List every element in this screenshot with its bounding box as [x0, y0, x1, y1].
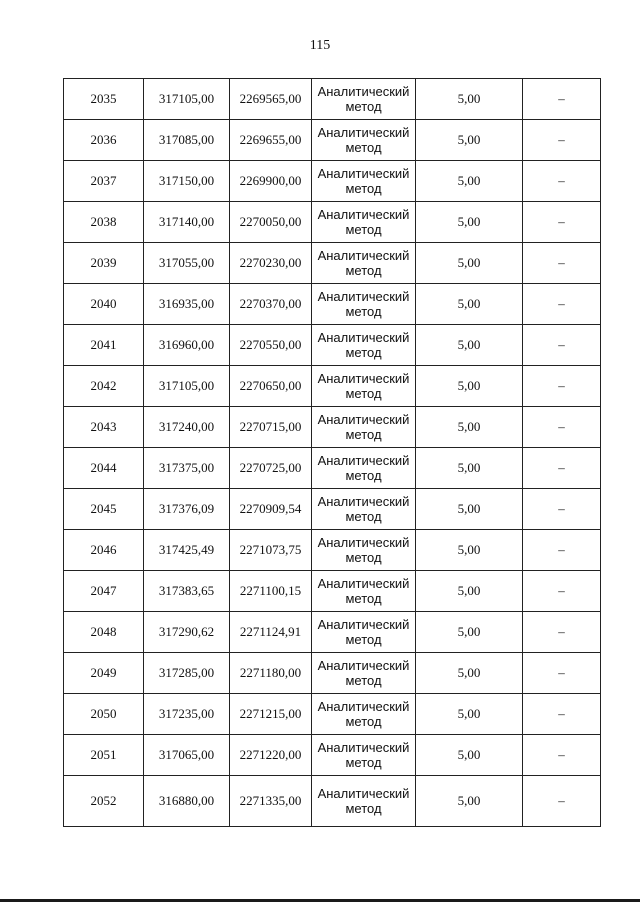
note-cell: – [523, 776, 601, 827]
note-cell: – [523, 489, 601, 530]
accuracy-cell: 5,00 [416, 735, 523, 776]
x-coordinate-cell: 317376,09 [144, 489, 230, 530]
table-row [64, 448, 601, 489]
method-label-line1: Аналитический [317, 576, 410, 591]
note-cell: – [523, 735, 601, 776]
y-coordinate-cell: 2270550,00 [230, 325, 312, 366]
method-label-line1: Аналитический [317, 412, 410, 427]
x-coordinate-cell: 317285,00 [144, 653, 230, 694]
bottom-border-line [0, 899, 640, 902]
table-row [64, 243, 601, 284]
table-row [64, 612, 601, 653]
method-label-line2: метод [345, 304, 382, 319]
method-cell [312, 325, 416, 366]
method-cell [312, 161, 416, 202]
point-number-cell: 2036 [64, 120, 144, 161]
x-coordinate-cell: 317240,00 [144, 407, 230, 448]
x-coordinate-cell: 317105,00 [144, 366, 230, 407]
table-row [64, 325, 601, 366]
y-coordinate-cell: 2270650,00 [230, 366, 312, 407]
method-label-line2: метод [345, 386, 382, 401]
point-number-cell: 2035 [64, 79, 144, 120]
table-row [64, 530, 601, 571]
note-cell: – [523, 202, 601, 243]
accuracy-cell: 5,00 [416, 571, 523, 612]
method-label-line2: метод [345, 755, 382, 770]
note-cell: – [523, 448, 601, 489]
table-body [64, 79, 601, 827]
method-label-line2: метод [345, 181, 382, 196]
x-coordinate-cell: 317383,65 [144, 571, 230, 612]
y-coordinate-cell: 2271220,00 [230, 735, 312, 776]
method-label-line2: метод [345, 591, 382, 606]
method-label-line2: метод [345, 140, 382, 155]
note-cell: – [523, 325, 601, 366]
y-coordinate-cell: 2269565,00 [230, 79, 312, 120]
x-coordinate-cell: 316935,00 [144, 284, 230, 325]
method-label-line2: метод [345, 550, 382, 565]
point-number-cell: 2052 [64, 776, 144, 827]
method-cell [312, 571, 416, 612]
x-coordinate-cell: 317085,00 [144, 120, 230, 161]
x-coordinate-cell: 316880,00 [144, 776, 230, 827]
method-label-line1: Аналитический [317, 330, 410, 345]
y-coordinate-cell: 2271215,00 [230, 694, 312, 735]
table-row [64, 694, 601, 735]
point-number-cell: 2047 [64, 571, 144, 612]
method-cell [312, 448, 416, 489]
y-coordinate-cell: 2270715,00 [230, 407, 312, 448]
y-coordinate-cell: 2271073,75 [230, 530, 312, 571]
accuracy-cell: 5,00 [416, 448, 523, 489]
x-coordinate-cell: 317105,00 [144, 79, 230, 120]
note-cell: – [523, 366, 601, 407]
y-coordinate-cell: 2270370,00 [230, 284, 312, 325]
note-cell: – [523, 243, 601, 284]
method-label-line1: Аналитический [317, 699, 410, 714]
note-cell: – [523, 612, 601, 653]
method-label-line2: метод [345, 99, 382, 114]
y-coordinate-cell: 2269655,00 [230, 120, 312, 161]
method-label-line1: Аналитический [317, 658, 410, 673]
point-number-cell: 2042 [64, 366, 144, 407]
method-cell [312, 79, 416, 120]
x-coordinate-cell: 317055,00 [144, 243, 230, 284]
accuracy-cell: 5,00 [416, 776, 523, 827]
table-row [64, 489, 601, 530]
accuracy-cell: 5,00 [416, 694, 523, 735]
method-label-line1: Аналитический [317, 166, 410, 181]
x-coordinate-cell: 317375,00 [144, 448, 230, 489]
accuracy-cell: 5,00 [416, 202, 523, 243]
method-label-line2: метод [345, 509, 382, 524]
note-cell: – [523, 161, 601, 202]
method-label-line1: Аналитический [317, 494, 410, 509]
table-row [64, 366, 601, 407]
accuracy-cell: 5,00 [416, 79, 523, 120]
accuracy-cell: 5,00 [416, 653, 523, 694]
accuracy-cell: 5,00 [416, 284, 523, 325]
method-label-line1: Аналитический [317, 740, 410, 755]
method-label-line2: метод [345, 263, 382, 278]
method-label-line2: метод [345, 673, 382, 688]
method-cell [312, 653, 416, 694]
table-row [64, 284, 601, 325]
method-label-line2: метод [345, 222, 382, 237]
x-coordinate-cell: 317065,00 [144, 735, 230, 776]
method-label-line1: Аналитический [317, 786, 410, 801]
table-row [64, 161, 601, 202]
page-number: 115 [309, 38, 331, 53]
method-label-line1: Аналитический [317, 207, 410, 222]
method-cell [312, 120, 416, 161]
method-cell [312, 243, 416, 284]
y-coordinate-cell: 2271335,00 [230, 776, 312, 827]
x-coordinate-cell: 316960,00 [144, 325, 230, 366]
point-number-cell: 2041 [64, 325, 144, 366]
point-number-cell: 2043 [64, 407, 144, 448]
method-label-line1: Аналитический [317, 125, 410, 140]
y-coordinate-cell: 2269900,00 [230, 161, 312, 202]
x-coordinate-cell: 317425,49 [144, 530, 230, 571]
table-row [64, 120, 601, 161]
point-number-cell: 2038 [64, 202, 144, 243]
method-label-line1: Аналитический [317, 371, 410, 386]
point-number-cell: 2050 [64, 694, 144, 735]
method-label-line2: метод [345, 468, 382, 483]
note-cell: – [523, 407, 601, 448]
method-label-line1: Аналитический [317, 617, 410, 632]
method-label-line2: метод [345, 714, 382, 729]
method-cell [312, 284, 416, 325]
point-number-cell: 2045 [64, 489, 144, 530]
method-label-line2: метод [345, 345, 382, 360]
y-coordinate-cell: 2271180,00 [230, 653, 312, 694]
table-row [64, 407, 601, 448]
note-cell: – [523, 530, 601, 571]
y-coordinate-cell: 2270050,00 [230, 202, 312, 243]
table-row [64, 653, 601, 694]
accuracy-cell: 5,00 [416, 612, 523, 653]
method-cell [312, 202, 416, 243]
note-cell: – [523, 79, 601, 120]
accuracy-cell: 5,00 [416, 120, 523, 161]
x-coordinate-cell: 317290,62 [144, 612, 230, 653]
method-cell [312, 407, 416, 448]
method-cell [312, 489, 416, 530]
table-row [64, 202, 601, 243]
method-label-line2: метод [345, 801, 382, 816]
accuracy-cell: 5,00 [416, 489, 523, 530]
point-number-cell: 2037 [64, 161, 144, 202]
point-number-cell: 2046 [64, 530, 144, 571]
table-row [64, 79, 601, 120]
method-cell [312, 366, 416, 407]
table-row [64, 571, 601, 612]
method-cell [312, 612, 416, 653]
method-cell [312, 530, 416, 571]
x-coordinate-cell: 317140,00 [144, 202, 230, 243]
method-label-line1: Аналитический [317, 289, 410, 304]
y-coordinate-cell: 2270909,54 [230, 489, 312, 530]
note-cell: – [523, 653, 601, 694]
accuracy-cell: 5,00 [416, 243, 523, 284]
method-cell [312, 776, 416, 827]
y-coordinate-cell: 2271124,91 [230, 612, 312, 653]
method-label-line1: Аналитический [317, 248, 410, 263]
table-row [64, 735, 601, 776]
note-cell: – [523, 120, 601, 161]
x-coordinate-cell: 317235,00 [144, 694, 230, 735]
point-number-cell: 2039 [64, 243, 144, 284]
method-label-line2: метод [345, 632, 382, 647]
table-row [64, 776, 601, 827]
method-label-line2: метод [345, 427, 382, 442]
note-cell: – [523, 571, 601, 612]
note-cell: – [523, 284, 601, 325]
accuracy-cell: 5,00 [416, 325, 523, 366]
method-cell [312, 735, 416, 776]
y-coordinate-cell: 2271100,15 [230, 571, 312, 612]
accuracy-cell: 5,00 [416, 530, 523, 571]
y-coordinate-cell: 2270230,00 [230, 243, 312, 284]
point-number-cell: 2040 [64, 284, 144, 325]
note-cell: – [523, 694, 601, 735]
x-coordinate-cell: 317150,00 [144, 161, 230, 202]
accuracy-cell: 5,00 [416, 366, 523, 407]
point-number-cell: 2049 [64, 653, 144, 694]
accuracy-cell: 5,00 [416, 161, 523, 202]
method-cell [312, 694, 416, 735]
point-number-cell: 2048 [64, 612, 144, 653]
point-number-cell: 2051 [64, 735, 144, 776]
point-number-cell: 2044 [64, 448, 144, 489]
method-label-line1: Аналитический [317, 453, 410, 468]
method-label-line1: Аналитический [317, 535, 410, 550]
coordinates-table [63, 78, 601, 827]
y-coordinate-cell: 2270725,00 [230, 448, 312, 489]
accuracy-cell: 5,00 [416, 407, 523, 448]
method-label-line1: Аналитический [317, 84, 410, 99]
